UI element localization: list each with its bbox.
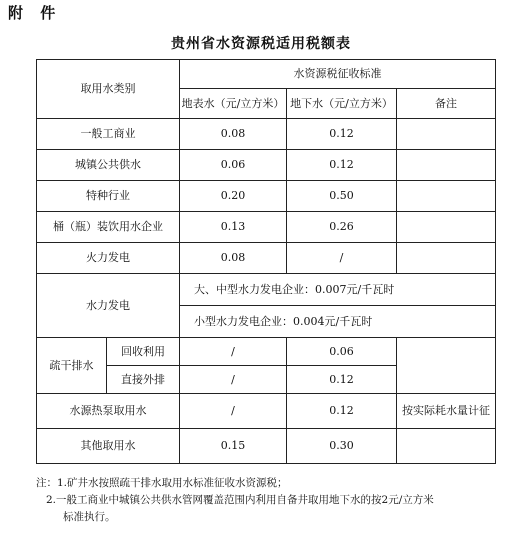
- row-category: 桶（瓶）装饮用水企业: [37, 212, 180, 243]
- ground-value: 0.50: [287, 181, 397, 212]
- table-row: [37, 181, 496, 212]
- row-category: 特种行业: [37, 181, 180, 212]
- note-line-3: 标准执行。: [63, 511, 116, 523]
- ground-value: /: [287, 243, 397, 274]
- tax-rate-table: [36, 59, 496, 464]
- table-row: [37, 429, 496, 464]
- row-category: 火力发电: [37, 243, 180, 274]
- remark-cell: [397, 243, 496, 274]
- header-ground-water: 地下水（元/立方米）: [287, 89, 397, 119]
- remark-cell: [397, 429, 496, 464]
- hydro-large-rate: 大、中型水力发电企业：0.007元/千瓦时: [180, 274, 496, 306]
- row-category: 一般工商业: [37, 119, 180, 150]
- surface-value: 0.13: [180, 212, 287, 243]
- table-row: [37, 212, 496, 243]
- remark-cell: [397, 150, 496, 181]
- table-row: [37, 338, 496, 366]
- note-line-1: 注：1.矿井水按照疏干排水取用水标准征收水资源税；: [36, 477, 288, 489]
- surface-value: /: [180, 366, 287, 394]
- surface-value: 0.08: [180, 119, 287, 150]
- remark-cell: [397, 338, 496, 394]
- notes: [36, 475, 516, 526]
- surface-value: 0.15: [180, 429, 287, 464]
- note-line-2: 2.一般工商业中城镇公共供水管网覆盖范围内利用自备井取用地下水的按2元/立方米: [46, 494, 434, 506]
- row-category: 城镇公共供水: [37, 150, 180, 181]
- ground-value: 0.12: [287, 366, 397, 394]
- surface-value: /: [180, 394, 287, 429]
- remark-cell: [397, 119, 496, 150]
- header-remark: 备注: [397, 89, 496, 119]
- surface-value: 0.08: [180, 243, 287, 274]
- hydro-small-rate: 小型水力发电企业：0.004元/千瓦时: [180, 306, 496, 338]
- remark-cell: [397, 212, 496, 243]
- table-row: [37, 394, 496, 429]
- remark-cell: 按实际耗水量计征: [397, 394, 496, 429]
- ground-value: 0.30: [287, 429, 397, 464]
- row-subcategory: 回收利用: [107, 338, 180, 366]
- table-row: [37, 243, 496, 274]
- header-standard: 水资源税征收标准: [180, 60, 496, 89]
- table-row: [37, 274, 496, 306]
- ground-value: 0.12: [287, 150, 397, 181]
- surface-value: 0.06: [180, 150, 287, 181]
- remark-cell: [397, 181, 496, 212]
- row-category: 疏干排水: [37, 338, 107, 394]
- row-category: 水源热泵取用水: [37, 394, 180, 429]
- table-row: [37, 150, 496, 181]
- attachment-heading: 附 件: [8, 4, 62, 22]
- surface-value: /: [180, 338, 287, 366]
- header-surface-water: 地表水（元/立方米）: [180, 89, 287, 119]
- ground-value: 0.26: [287, 212, 397, 243]
- surface-value: 0.20: [180, 181, 287, 212]
- table-title: 贵州省水资源税适用税额表: [171, 36, 351, 52]
- table-row: [37, 119, 496, 150]
- row-category: 水力发电: [37, 274, 180, 338]
- ground-value: 0.12: [287, 119, 397, 150]
- ground-value: 0.12: [287, 394, 397, 429]
- row-category: 其他取用水: [37, 429, 180, 464]
- ground-value: 0.06: [287, 338, 397, 366]
- header-category: 取用水类别: [37, 60, 180, 119]
- row-subcategory: 直接外排: [107, 366, 180, 394]
